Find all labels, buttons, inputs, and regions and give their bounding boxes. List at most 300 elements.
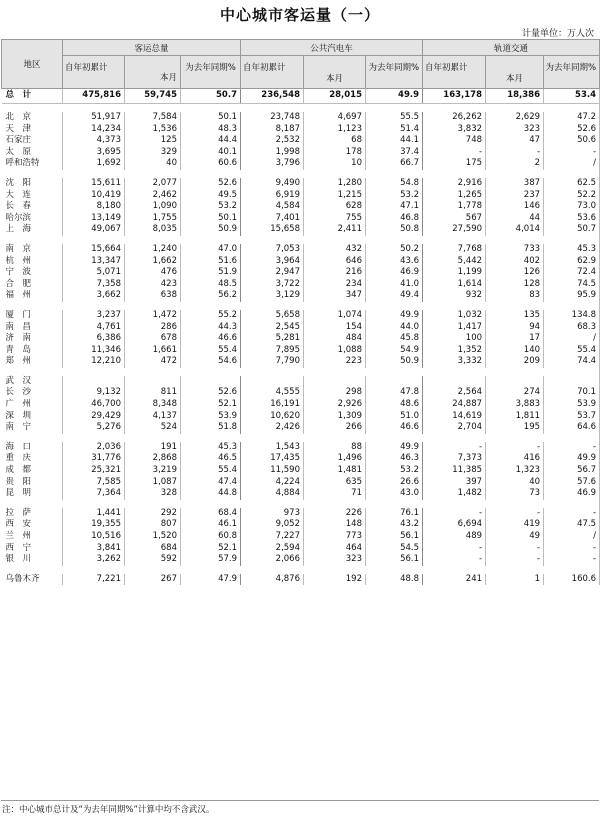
- cell: 44.3: [181, 322, 241, 334]
- table-row: [2, 224, 600, 236]
- cell: 4,884: [241, 488, 304, 500]
- group-spacer: [2, 500, 600, 508]
- cell: 52.6: [544, 124, 600, 136]
- group-header-rail: 轨道交通: [423, 40, 600, 56]
- cell: 51.4: [366, 124, 423, 136]
- cell: 209: [486, 356, 544, 368]
- table-row: [2, 519, 600, 531]
- cell: /: [544, 333, 600, 345]
- table-row: [2, 279, 600, 291]
- cell: 71: [304, 488, 366, 500]
- cell: 1,662: [125, 256, 181, 268]
- cell: 46.6: [366, 422, 423, 434]
- cell: 323: [304, 554, 366, 566]
- region-name: 昆 明: [2, 488, 63, 500]
- cell: -: [423, 543, 486, 555]
- cell: 4,876: [241, 574, 304, 586]
- cell: 68.4: [181, 508, 241, 520]
- region-name: 郑 州: [2, 356, 63, 368]
- cell: 8,180: [63, 201, 125, 213]
- cell: 223: [304, 356, 366, 368]
- cell: 55.4: [181, 465, 241, 477]
- cell: -: [486, 543, 544, 555]
- cell: 1,280: [304, 178, 366, 190]
- cell: 464: [304, 543, 366, 555]
- cell: 628: [304, 201, 366, 213]
- cell: 1,482: [423, 488, 486, 500]
- col-header-month: 本月: [304, 56, 366, 89]
- group-spacer: [2, 566, 600, 574]
- cell: 46.1: [181, 519, 241, 531]
- col-header-ytd: 自年初累计: [241, 56, 304, 89]
- cell: 684: [125, 543, 181, 555]
- cell: 7,373: [423, 453, 486, 465]
- cell: 387: [486, 178, 544, 190]
- cell: 146: [486, 201, 544, 213]
- cell: 163,178: [423, 89, 486, 104]
- table-row: [2, 147, 600, 159]
- table-row: [2, 574, 600, 586]
- cell: 41.0: [366, 279, 423, 291]
- cell: 17: [486, 333, 544, 345]
- cell: 54.9: [366, 345, 423, 357]
- region-name: 兰 州: [2, 531, 63, 543]
- cell: 23,748: [241, 112, 304, 124]
- cell: 46.9: [366, 267, 423, 279]
- cell: 14,234: [63, 124, 125, 136]
- cell: 100: [423, 333, 486, 345]
- table-row: [2, 158, 600, 170]
- cell: 8,035: [125, 224, 181, 236]
- cell: 1,998: [241, 147, 304, 159]
- cell: 51.0: [366, 411, 423, 423]
- cell: 1,441: [63, 508, 125, 520]
- cell: 175: [423, 158, 486, 170]
- cell: 45.8: [366, 333, 423, 345]
- cell: 2,629: [486, 112, 544, 124]
- col-header-yoy: 为去年同期%: [181, 56, 241, 89]
- cell: 2,077: [125, 178, 181, 190]
- cell: 66.7: [366, 158, 423, 170]
- table-row: [2, 135, 600, 147]
- cell: 25,321: [63, 465, 125, 477]
- cell: 74.4: [544, 356, 600, 368]
- cell: 2,426: [241, 422, 304, 434]
- cell: 52.6: [181, 178, 241, 190]
- group-spacer: [2, 104, 600, 113]
- spacer-cell: [2, 566, 600, 574]
- cell: 6,694: [423, 519, 486, 531]
- cell: 241: [423, 574, 486, 586]
- cell: 432: [304, 244, 366, 256]
- cell: 2,411: [304, 224, 366, 236]
- cell: 1,352: [423, 345, 486, 357]
- cell: 57.6: [544, 477, 600, 489]
- table-row: [2, 333, 600, 345]
- region-name: 北 京: [2, 112, 63, 124]
- cell: 128: [486, 279, 544, 291]
- cell: 45.3: [181, 442, 241, 454]
- region-name: 南 宁: [2, 422, 63, 434]
- cell: -: [544, 543, 600, 555]
- table-row: [2, 290, 600, 302]
- cell: 7,221: [63, 574, 125, 586]
- region-name: 厦 门: [2, 310, 63, 322]
- cell: 11,590: [241, 465, 304, 477]
- cell: 94: [486, 322, 544, 334]
- cell: 7,358: [63, 279, 125, 291]
- cell: 192: [304, 574, 366, 586]
- cell: 52.1: [181, 543, 241, 555]
- cell: 9,052: [241, 519, 304, 531]
- cell: 68: [304, 135, 366, 147]
- cell: 15,611: [63, 178, 125, 190]
- col-header-month: 本月: [486, 56, 544, 89]
- group-spacer: [2, 434, 600, 442]
- cell: 397: [423, 477, 486, 489]
- cell: 45.3: [544, 244, 600, 256]
- table-row: [2, 244, 600, 256]
- cell: 15,664: [63, 244, 125, 256]
- region-name: 上 海: [2, 224, 63, 236]
- cell: 11,346: [63, 345, 125, 357]
- cell: 50.8: [366, 224, 423, 236]
- cell: 10: [304, 158, 366, 170]
- cell: 1,309: [304, 411, 366, 423]
- table-row: [2, 201, 600, 213]
- cell: 2,868: [125, 453, 181, 465]
- cell: 26,262: [423, 112, 486, 124]
- cell: 3,841: [63, 543, 125, 555]
- cell: 3,129: [241, 290, 304, 302]
- cell: 476: [125, 267, 181, 279]
- cell: -: [544, 554, 600, 566]
- cell: 56.2: [181, 290, 241, 302]
- region-name: 哈尔滨: [2, 213, 63, 225]
- cell: 40: [125, 158, 181, 170]
- cell: 49.9: [366, 442, 423, 454]
- table-row: [2, 477, 600, 489]
- cell: 811: [125, 387, 181, 399]
- table-row: [2, 488, 600, 500]
- group-spacer: [2, 236, 600, 244]
- cell: 50.9: [366, 356, 423, 368]
- cell: 59,745: [125, 89, 181, 104]
- cell: [423, 376, 486, 388]
- cell: 50.1: [181, 112, 241, 124]
- region-name: 成 都: [2, 465, 63, 477]
- cell: 267: [125, 574, 181, 586]
- cell: 2,036: [63, 442, 125, 454]
- cell: 62.5: [544, 178, 600, 190]
- table-row: [2, 554, 600, 566]
- region-name: 石家庄: [2, 135, 63, 147]
- cell: 135: [486, 310, 544, 322]
- region-name: 大 连: [2, 190, 63, 202]
- cell: 237: [486, 190, 544, 202]
- cell: 47.9: [181, 574, 241, 586]
- cell: 3,883: [486, 399, 544, 411]
- cell: 62.9: [544, 256, 600, 268]
- cell: 70.1: [544, 387, 600, 399]
- cell: 178: [304, 147, 366, 159]
- cell: 43.6: [366, 256, 423, 268]
- cell: 56.7: [544, 465, 600, 477]
- cell: 46.6: [181, 333, 241, 345]
- cell: 48.3: [181, 124, 241, 136]
- cell: 148: [304, 519, 366, 531]
- region-name: 杭 州: [2, 256, 63, 268]
- cell: 489: [423, 531, 486, 543]
- cell: /: [544, 531, 600, 543]
- cell: 2,545: [241, 322, 304, 334]
- cell: 24,887: [423, 399, 486, 411]
- cell: 44.1: [366, 135, 423, 147]
- table-row: [2, 256, 600, 268]
- cell: 4,555: [241, 387, 304, 399]
- cell: 16,191: [241, 399, 304, 411]
- cell: 3,662: [63, 290, 125, 302]
- cell: 3,964: [241, 256, 304, 268]
- cell: 50.9: [181, 224, 241, 236]
- cell: 1,417: [423, 322, 486, 334]
- cell: -: [423, 508, 486, 520]
- cell: 11,385: [423, 465, 486, 477]
- cell: 2,462: [125, 190, 181, 202]
- cell: 7,585: [63, 477, 125, 489]
- region-name: 天 津: [2, 124, 63, 136]
- cell: 50.6: [544, 135, 600, 147]
- region-name: 武 汉: [2, 376, 63, 388]
- cell: 2,564: [423, 387, 486, 399]
- cell: 73: [486, 488, 544, 500]
- cell: 7,053: [241, 244, 304, 256]
- cell: 126: [486, 267, 544, 279]
- cell: 27,590: [423, 224, 486, 236]
- cell: 1,811: [486, 411, 544, 423]
- cell: 56.1: [366, 531, 423, 543]
- cell: 4,014: [486, 224, 544, 236]
- cell: 56.1: [366, 554, 423, 566]
- cell: 95.9: [544, 290, 600, 302]
- cell: 1,481: [304, 465, 366, 477]
- cell: 216: [304, 267, 366, 279]
- cell: 4,584: [241, 201, 304, 213]
- cell: 3,219: [125, 465, 181, 477]
- cell: 53.6: [544, 213, 600, 225]
- cell: 47.0: [181, 244, 241, 256]
- cell: -: [486, 442, 544, 454]
- cell: 10,419: [63, 190, 125, 202]
- cell: 733: [486, 244, 544, 256]
- cell: 57.9: [181, 554, 241, 566]
- cell: 1,536: [125, 124, 181, 136]
- cell: 4,373: [63, 135, 125, 147]
- region-name: 宁 波: [2, 267, 63, 279]
- cell: 44: [486, 213, 544, 225]
- cell: 9,132: [63, 387, 125, 399]
- cell: 3,796: [241, 158, 304, 170]
- region-name: 南 京: [2, 244, 63, 256]
- table-row: [2, 543, 600, 555]
- cell: -: [486, 147, 544, 159]
- cell: 134.8: [544, 310, 600, 322]
- cell: [486, 376, 544, 388]
- table-row: [2, 508, 600, 520]
- table-row: [2, 345, 600, 357]
- cell: 472: [125, 356, 181, 368]
- spacer-cell: [2, 500, 600, 508]
- cell: 18,386: [486, 89, 544, 104]
- footer-divider: [1, 800, 599, 801]
- cell: 638: [125, 290, 181, 302]
- cell: 46,700: [63, 399, 125, 411]
- cell: 2,947: [241, 267, 304, 279]
- cell: 748: [423, 135, 486, 147]
- cell: 1,520: [125, 531, 181, 543]
- region-name: 福 州: [2, 290, 63, 302]
- cell: 154: [304, 322, 366, 334]
- cell: 73.0: [544, 201, 600, 213]
- region-name: 南 昌: [2, 322, 63, 334]
- cell: 7,401: [241, 213, 304, 225]
- table-row: [2, 356, 600, 368]
- cell: 52.6: [181, 387, 241, 399]
- cell: 1,032: [423, 310, 486, 322]
- cell: 328: [125, 488, 181, 500]
- cell: 4,697: [304, 112, 366, 124]
- table-row: [2, 310, 600, 322]
- table-row: [2, 124, 600, 136]
- cell: -: [544, 508, 600, 520]
- cell: 40.1: [181, 147, 241, 159]
- cell: 2: [486, 158, 544, 170]
- cell: 53.9: [544, 399, 600, 411]
- region-header: 地区: [2, 40, 63, 89]
- cell: 52.1: [181, 399, 241, 411]
- cell: 51,917: [63, 112, 125, 124]
- table-row: [2, 422, 600, 434]
- cell: 48.6: [366, 399, 423, 411]
- table-row: [2, 387, 600, 399]
- col-header-ytd: 自年初累计: [423, 56, 486, 89]
- cell: 195: [486, 422, 544, 434]
- spacer-cell: [2, 434, 600, 442]
- cell: 54.5: [366, 543, 423, 555]
- spacer-cell: [2, 170, 600, 178]
- region-name: 长 春: [2, 201, 63, 213]
- cell: 55.4: [181, 345, 241, 357]
- cell: 1,240: [125, 244, 181, 256]
- cell: 286: [125, 322, 181, 334]
- cell: 47.8: [366, 387, 423, 399]
- cell: 266: [304, 422, 366, 434]
- cell: 54.8: [366, 178, 423, 190]
- cell: 49: [486, 531, 544, 543]
- cell: 125: [125, 135, 181, 147]
- cell: 60.6: [181, 158, 241, 170]
- cell: 49,067: [63, 224, 125, 236]
- cell: 1,778: [423, 201, 486, 213]
- cell: 53.9: [181, 411, 241, 423]
- spacer-cell: [2, 236, 600, 244]
- cell: 46.9: [544, 488, 600, 500]
- table-row: [2, 178, 600, 190]
- cell: 48.5: [181, 279, 241, 291]
- cell: 50.7: [544, 224, 600, 236]
- cell: 5,442: [423, 256, 486, 268]
- col-header-yoy: 为去年同期%: [544, 56, 600, 89]
- region-name: 贵 阳: [2, 477, 63, 489]
- region-name: 银 川: [2, 554, 63, 566]
- cell: 52.2: [544, 190, 600, 202]
- spacer-cell: [2, 368, 600, 376]
- cell: 48.8: [366, 574, 423, 586]
- cell: 44.0: [366, 322, 423, 334]
- cell: 3,722: [241, 279, 304, 291]
- cell: 2,704: [423, 422, 486, 434]
- cell: 423: [125, 279, 181, 291]
- cell: 51.9: [181, 267, 241, 279]
- cell: 83: [486, 290, 544, 302]
- cell: 10,620: [241, 411, 304, 423]
- cell: 1,088: [304, 345, 366, 357]
- cell: -: [486, 508, 544, 520]
- cell: 402: [486, 256, 544, 268]
- region-name: 拉 萨: [2, 508, 63, 520]
- cell: 4,761: [63, 322, 125, 334]
- cell: 14,619: [423, 411, 486, 423]
- cell: 1,123: [304, 124, 366, 136]
- cell: 932: [423, 290, 486, 302]
- cell: 8,348: [125, 399, 181, 411]
- cell: -: [486, 554, 544, 566]
- cell: 5,658: [241, 310, 304, 322]
- cell: /: [544, 158, 600, 170]
- cell: 15,658: [241, 224, 304, 236]
- cell: 74.5: [544, 279, 600, 291]
- cell: 64.6: [544, 422, 600, 434]
- cell: 5,071: [63, 267, 125, 279]
- cell: 53.7: [544, 411, 600, 423]
- table-row: [2, 322, 600, 334]
- cell: [241, 376, 304, 388]
- cell: 76.1: [366, 508, 423, 520]
- cell: 46.8: [366, 213, 423, 225]
- spacer-cell: [2, 104, 600, 113]
- cell: 44.4: [181, 135, 241, 147]
- cell: 4,224: [241, 477, 304, 489]
- group-spacer: [2, 170, 600, 178]
- cell: 72.4: [544, 267, 600, 279]
- cell: 53.2: [366, 465, 423, 477]
- cell: 37.4: [366, 147, 423, 159]
- cell: 1,614: [423, 279, 486, 291]
- cell: 274: [486, 387, 544, 399]
- cell: 678: [125, 333, 181, 345]
- cell: 419: [486, 519, 544, 531]
- cell: 46.5: [181, 453, 241, 465]
- col-header-ytd: 自年初累计: [63, 56, 125, 89]
- cell: 49.5: [181, 190, 241, 202]
- cell: 44.8: [181, 488, 241, 500]
- cell: 973: [241, 508, 304, 520]
- cell: 5,276: [63, 422, 125, 434]
- group-spacer: [2, 368, 600, 376]
- group-spacer: [2, 302, 600, 310]
- cell: 234: [304, 279, 366, 291]
- table-row: [2, 267, 600, 279]
